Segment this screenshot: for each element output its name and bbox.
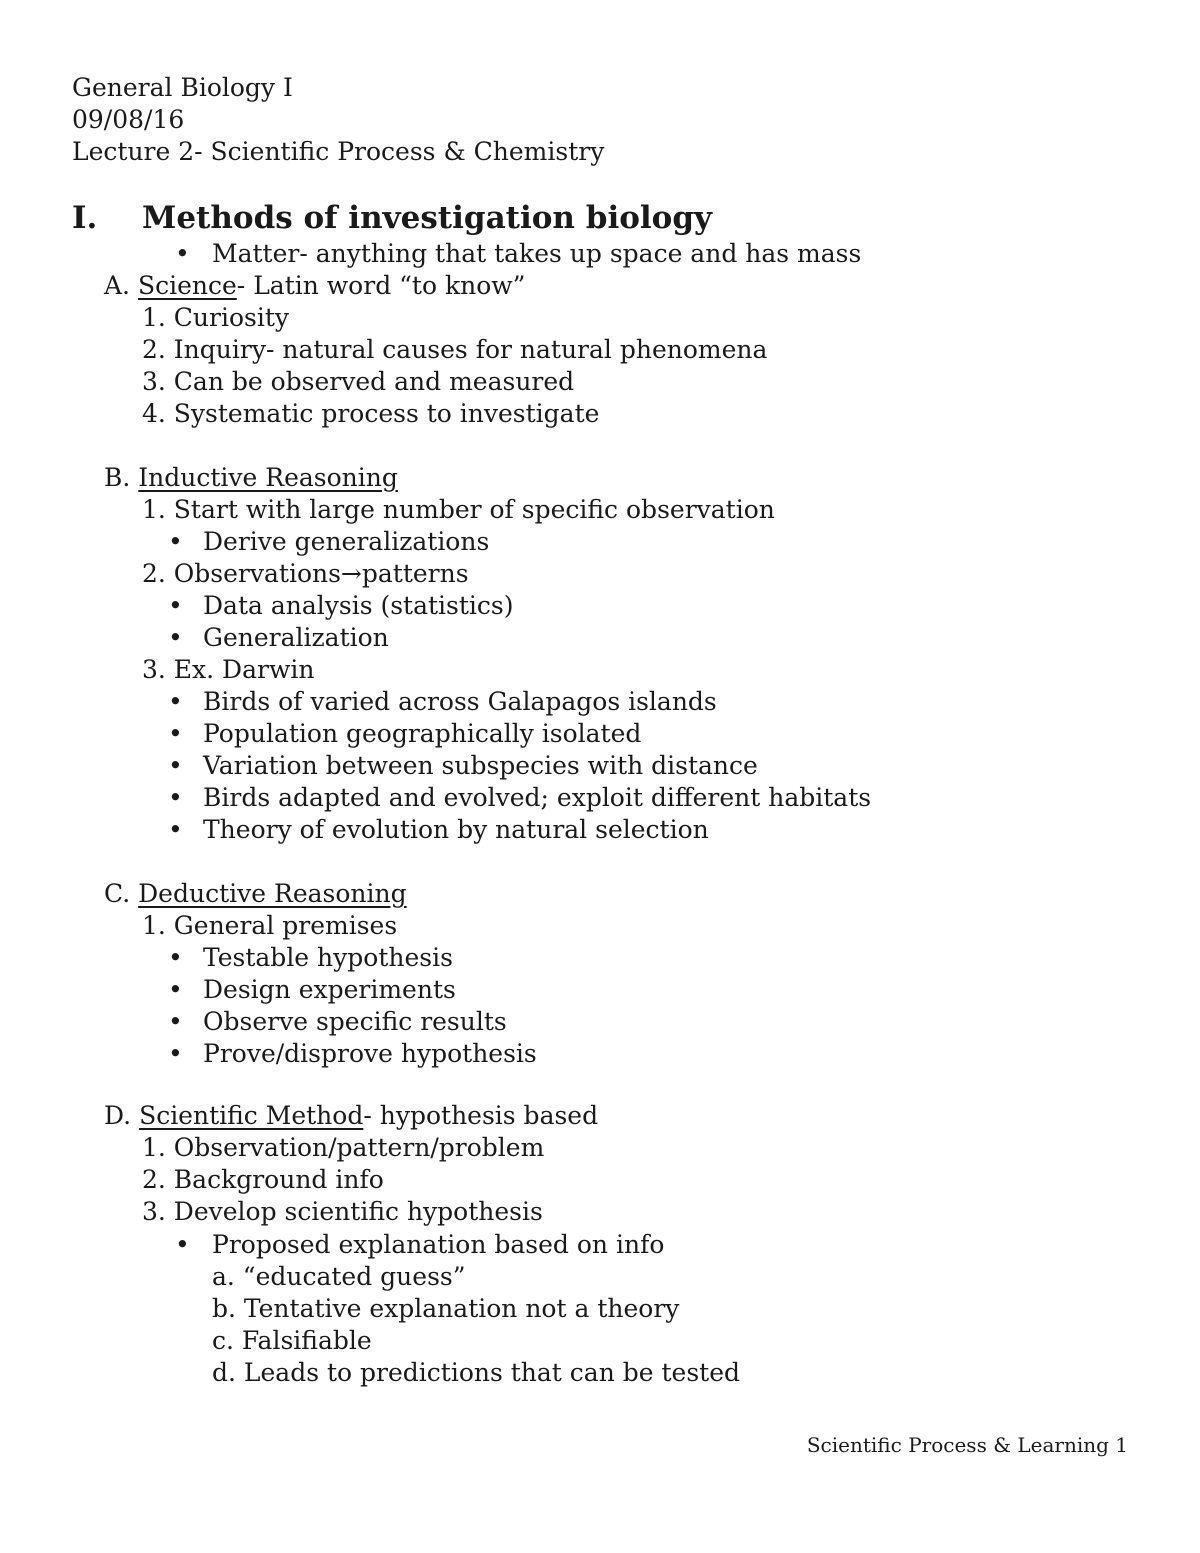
- bullet-glyph: •: [175, 1230, 190, 1259]
- term-inductive: Inductive Reasoning: [138, 463, 398, 492]
- term-science: Science: [137, 271, 237, 300]
- sub-item: a. “educated guess”: [212, 1262, 466, 1291]
- bullet-item: Observe specific results: [203, 1007, 507, 1036]
- list-item: 3. Ex. Darwin: [142, 655, 315, 684]
- bullet-glyph: •: [168, 783, 183, 812]
- bullet-glyph: •: [168, 815, 183, 844]
- section-title: Methods of investigation biology: [142, 200, 713, 236]
- list-item: 1. Curiosity: [142, 303, 290, 332]
- list-item: 1. General premises: [142, 911, 398, 940]
- bullet-glyph: •: [168, 943, 183, 972]
- bullet-item: Variation between subspecies with distance: [203, 751, 758, 780]
- letter: B.: [104, 463, 131, 492]
- bullet-glyph: •: [175, 239, 190, 268]
- list-item: 4. Systematic process to investigate: [142, 399, 600, 428]
- bullet-item: Derive generalizations: [203, 527, 490, 556]
- list-item: 1. Start with large number of specific observation: [142, 495, 775, 524]
- bullet-glyph: •: [168, 1039, 183, 1068]
- bullet-glyph: •: [168, 719, 183, 748]
- lecture-title: Lecture 2- Scientific Process & Chemistry: [72, 137, 605, 166]
- letter: C.: [104, 879, 131, 908]
- bullet-item: Generalization: [203, 623, 389, 652]
- bullet-item: Birds adapted and evolved; exploit different habitats: [203, 783, 872, 812]
- bullet-item: Design experiments: [203, 975, 456, 1004]
- bullet-glyph: •: [168, 687, 183, 716]
- list-item: 2. Background info: [142, 1165, 384, 1194]
- sub-item: d. Leads to predictions that can be tested: [212, 1358, 741, 1387]
- subsection-letter-c: [104, 878, 407, 910]
- list-item: 2. Observations→patterns: [142, 559, 469, 588]
- subsection-letter-d: [104, 1100, 598, 1132]
- bullet-glyph: •: [168, 527, 183, 556]
- term-desc: - hypothesis based: [363, 1101, 599, 1130]
- bullet-item: Data analysis (statistics): [203, 591, 514, 620]
- bullet-item: Birds of varied across Galapagos islands: [203, 687, 717, 716]
- bullet-item: Population geographically isolated: [203, 719, 642, 748]
- lecture-date: 09/08/16: [72, 105, 185, 134]
- term-deductive: Deductive Reasoning: [138, 879, 407, 908]
- bullet-glyph: •: [168, 591, 183, 620]
- bullet-glyph: •: [168, 975, 183, 1004]
- course-title: General Biology I: [72, 73, 293, 102]
- section-numeral: I.: [72, 200, 98, 236]
- bullet-item: Testable hypothesis: [203, 943, 453, 972]
- subsection-letter-a: [104, 270, 525, 302]
- subsection-letter-b: [104, 462, 398, 494]
- letter: D.: [104, 1101, 132, 1130]
- bullet-item: Theory of evolution by natural selection: [203, 815, 709, 844]
- bullet-item: Prove/disprove hypothesis: [203, 1039, 537, 1068]
- term-scientific-method: Scientific Method: [139, 1101, 364, 1130]
- bullet-matter: Matter- anything that takes up space and has mass: [212, 239, 862, 268]
- bullet-glyph: •: [168, 1007, 183, 1036]
- bullet-item: Proposed explanation based on info: [212, 1230, 665, 1259]
- bullet-glyph: •: [168, 623, 183, 652]
- page-footer: Scientific Process & Learning 1: [806, 1433, 1128, 1457]
- list-item: 3. Develop scientific hypothesis: [142, 1197, 543, 1226]
- sub-item: c. Falsifiable: [212, 1326, 372, 1355]
- sub-item: b. Tentative explanation not a theory: [212, 1294, 680, 1323]
- list-item: 1. Observation/pattern/problem: [142, 1133, 545, 1162]
- term-desc: - Latin word “to know”: [236, 271, 526, 300]
- letter: A.: [104, 271, 131, 300]
- list-item: 3. Can be observed and measured: [142, 367, 575, 396]
- bullet-glyph: •: [168, 751, 183, 780]
- list-item: 2. Inquiry- natural causes for natural phenomena: [142, 335, 768, 364]
